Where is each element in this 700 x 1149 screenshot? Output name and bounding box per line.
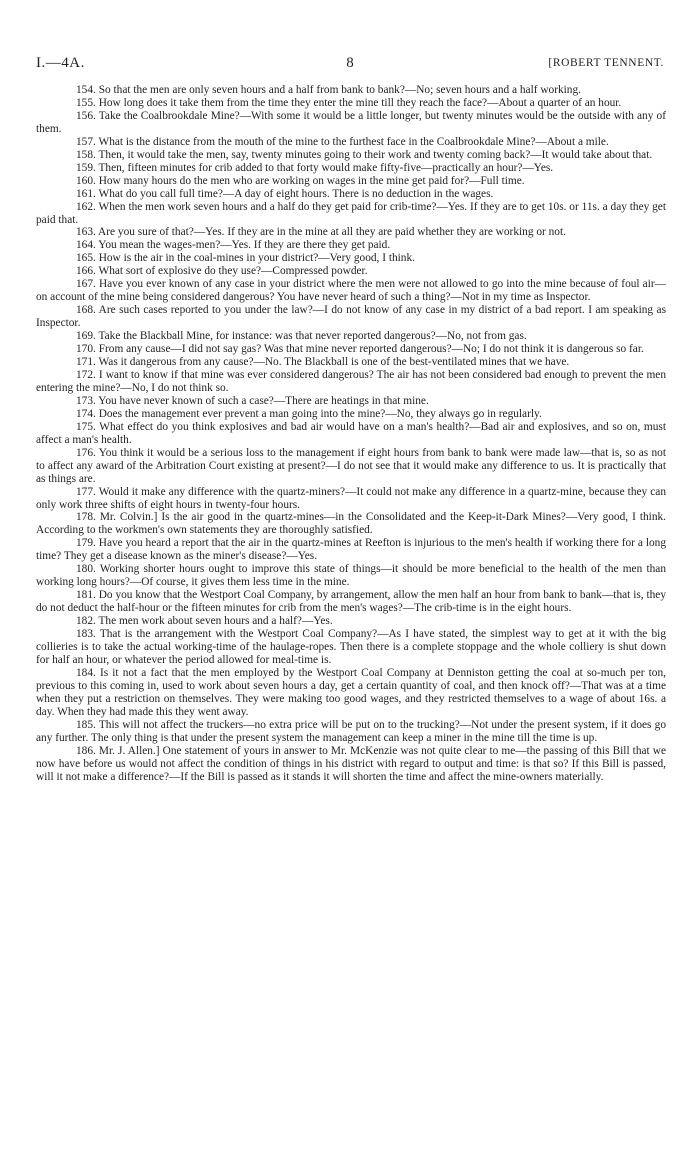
question-paragraph: 161. What do you call full time?—A day of eight hours. There is no deduction in the wages. <box>76 187 494 200</box>
question-paragraph: 160. How many hours do the men who are working on wages in the mine get paid for?—Full time. <box>76 174 525 187</box>
question-paragraph: 176. You think it would be a serious loss to the management if eight hours from bank to bank were made law—that is, so as not to affect any award of the Arbitration Court existing at present?—I do not see that it would make any difference to us. It is practically that as things are. <box>36 446 666 485</box>
question-paragraph: 156. Take the Coalbrookdale Mine?—With some it would be a little longer, but twenty minutes would be the outside with any of them. <box>36 109 666 135</box>
question-paragraph: 186. Mr. J. Allen.] One statement of yours in answer to Mr. McKenzie was not quite clear to me—the passing of this Bill that we now have before us would not affect the condition of things in his district with regard to output and time: is that so? If this Bill is passed, will it not make a difference?—If the Bill is passed as it stands it will shorten the time and affect the mine-owners materially. <box>36 744 666 783</box>
page-header <box>36 55 664 77</box>
question-paragraph: 164. You mean the wages-men?—Yes. If they are there they get paid. <box>76 239 391 252</box>
question-paragraph: 158. Then, it would take the men, say, twenty minutes going to their work and twenty coming back?—It would take about that. <box>76 148 653 161</box>
question-paragraph: 184. Is it not a fact that the men employed by the Westport Coal Company at Denniston getting the coal at so-much per ton, previous to this coming in, used to work about seven hours a day, get a certain quantity of coal, and then knock off?—That was at a time when they put a restriction on themselves. They were making too good wages, and they restricted themselves to a wage of about 16s. a day. When they had made this they went away. <box>36 666 666 718</box>
question-paragraph: 170. From any cause—I did not say gas? Was that mine never reported dangerous?—No; I do not think it is dangerous so far. <box>76 343 644 356</box>
question-paragraph: 165. How is the air in the coal-mines in your district?—Very good, I think. <box>76 252 415 265</box>
question-paragraph: 173. You have never known of such a case?—There are heatings in that mine. <box>76 394 429 407</box>
transcript-body <box>36 84 666 783</box>
question-paragraph: 154. So that the men are only seven hours and a half from bank to bank?—No; seven hours and a half working. <box>76 84 581 96</box>
document-reference: I.—4A. <box>36 55 85 71</box>
question-paragraph: 172. I want to know if that mine was ever considered dangerous? The air has not been considered bad enough to prevent the men entering the mine?—No, I do not think so. <box>36 368 666 394</box>
question-paragraph: 182. The men work about seven hours and a half?—Yes. <box>76 615 333 628</box>
question-paragraph: 155. How long does it take them from the time they enter the mine till they reach the face?—About a quarter of an hour. <box>76 96 622 109</box>
question-paragraph: 162. When the men work seven hours and a half do they get paid for crib-time?—Yes. If they are to get 10s. or 11s. a day they get paid that. <box>36 200 666 226</box>
question-paragraph: 167. Have you ever known of any case in your district where the men were not allowed to go into the mine because of foul air—on account of the mine being considered dangerous? You have never heard of such a thing?—Not in my time as Inspector. <box>36 278 666 304</box>
page-number: 8 <box>346 55 354 71</box>
question-paragraph: 181. Do you know that the Westport Coal Company, by arrangement, allow the men half an hour from bank to bank—that is, they do not deduct the half-hour or the fifteen minutes for crib from the men's wages?—The crib-time is in the eight hours. <box>36 589 666 615</box>
question-paragraph: 179. Have you heard a report that the air in the quartz-mines at Reefton is injurious to the men's health if working there for a long time? They get a disease known as the miner's disease?—Yes. <box>36 537 666 563</box>
question-paragraph: 185. This will not affect the truckers—no extra price will be put on to the trucking?—Not under the present system, if it does go any further. The only thing is that under the present system the management can keep a miner in the mine till the time is up. <box>36 718 666 744</box>
question-paragraph: 157. What is the distance from the mouth of the mine to the furthest face in the Coalbrookdale Mine?—About a mile. <box>76 135 609 148</box>
question-paragraph: 175. What effect do you think explosives and bad air would have on a man's health?—Bad air and explosives, and so on, must affect a man's health. <box>36 420 666 446</box>
question-paragraph: 166. What sort of explosive do they use?—Compressed powder. <box>76 265 368 278</box>
question-paragraph: 171. Was it dangerous from any cause?—No. The Blackball is one of the best-ventilated mines that we have. <box>76 356 570 369</box>
question-paragraph: 183. That is the arrangement with the Westport Coal Company?—As I have stated, the simplest way to get at it with the big collieries is to take the actual working-time of the haulage-ropes. Then there is a complete stoppage and the whole colliery is shut down for half an hour, or whatever the period allowed for meal-time is. <box>36 628 666 666</box>
question-paragraph: 174. Does the management ever prevent a man going into the mine?—No, they always go in regularly. <box>76 407 542 420</box>
question-paragraph: 180. Working shorter hours ought to improve this state of things—it should be more beneficial to the health of the men than working long hours?—Of course, it gives them less time in the mine. <box>36 563 666 589</box>
question-paragraph: 159. Then, fifteen minutes for crib added to that forty would make fifty-five—practically an hour?—Yes. <box>76 161 554 174</box>
question-paragraph: 169. Take the Blackball Mine, for instance: was that never reported dangerous?—No, not from gas. <box>76 330 527 343</box>
question-paragraph: 177. Would it make any difference with the quartz-miners?—It could not make any difference in a quartz-mine, because they can only work three shifts of eight hours in twenty-four hours. <box>36 485 666 511</box>
witness-name: [ROBERT TENNENT. <box>548 57 664 69</box>
question-paragraph: 178. Mr. Colvin.] Is the air good in the quartz-mines—in the Consolidated and the Keep-it-Dark Mines?—Very good, I think. According to the workmen's own statements they are thoroughly satisfied. <box>36 511 666 537</box>
question-paragraph: 163. Are you sure of that?—Yes. If they are in the mine at all they are paid whether they are working or not. <box>76 226 566 239</box>
question-paragraph: 168. Are such cases reported to you under the law?—I do not know of any case in my district of a bad report. I am speaking as Inspector. <box>36 304 666 330</box>
